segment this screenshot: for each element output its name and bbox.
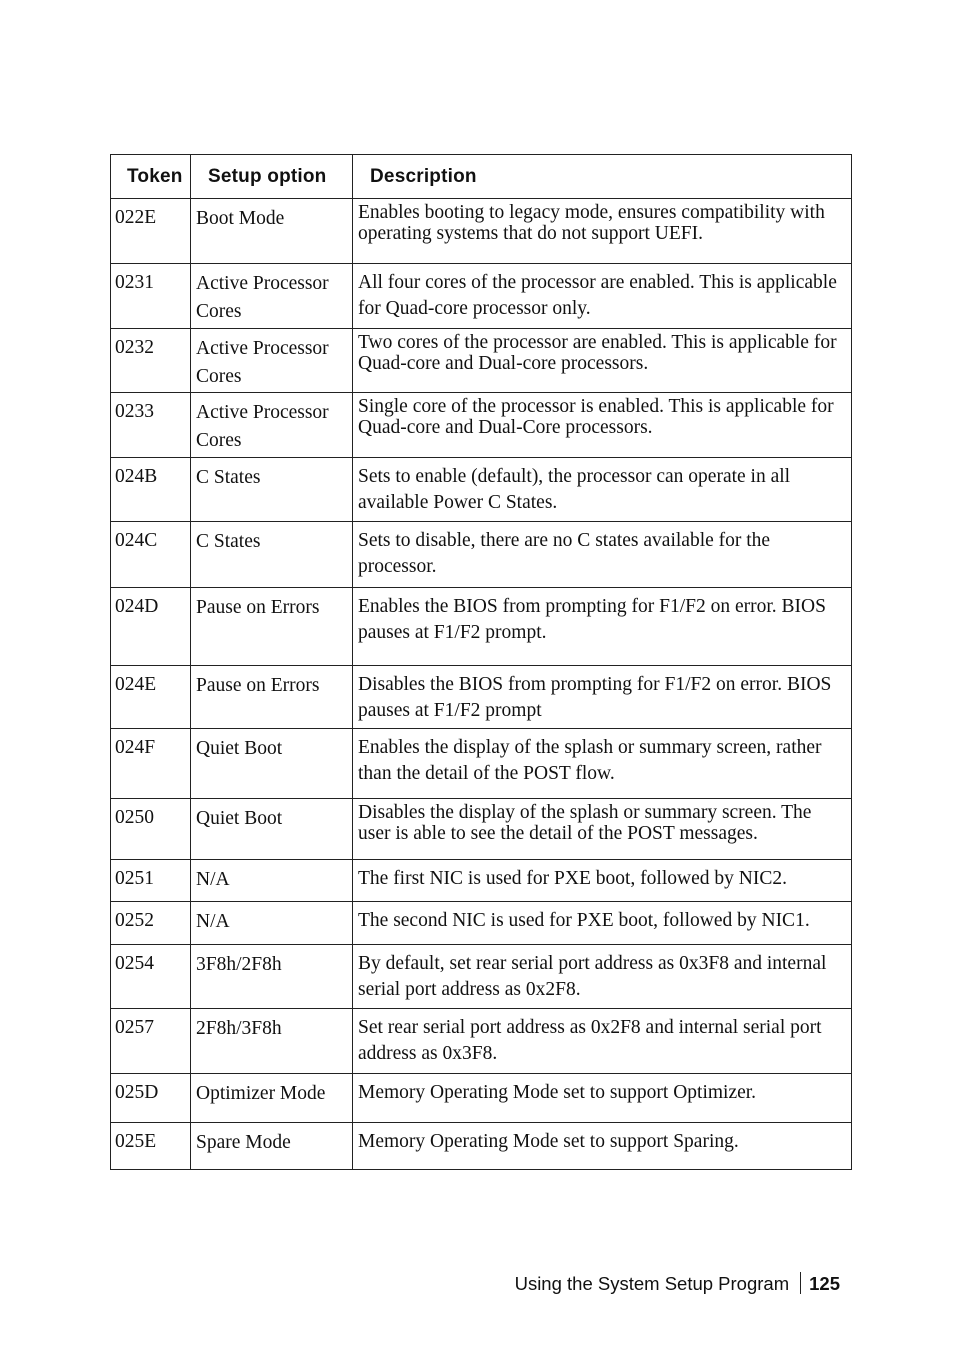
cell-description: Disables the display of the splash or summary screen. The user is able to see the detail of the POST messages. <box>353 799 852 860</box>
cell-token: 024B <box>111 458 191 522</box>
cell-token: 022E <box>111 199 191 264</box>
cell-description: Memory Operating Mode set to support Sparing. <box>353 1123 852 1170</box>
cell-token: 0250 <box>111 799 191 860</box>
cell-setup-option: N/A <box>191 860 353 902</box>
footer-divider <box>800 1272 801 1294</box>
cell-token: 0257 <box>111 1009 191 1074</box>
table-row <box>111 1123 852 1170</box>
token-table <box>110 154 852 1170</box>
page-footer <box>515 1272 840 1295</box>
page-number: 125 <box>809 1273 840 1294</box>
table-row <box>111 1074 852 1123</box>
table-header-row <box>111 155 852 199</box>
table-row <box>111 522 852 588</box>
cell-setup-option: Spare Mode <box>191 1123 353 1170</box>
cell-description: The second NIC is used for PXE boot, followed by NIC1. <box>353 902 852 945</box>
cell-setup-option: C States <box>191 522 353 588</box>
cell-description: Enables booting to legacy mode, ensures compatibility with operating systems that do not support UEFI. <box>353 199 852 264</box>
cell-setup-option: Active Processor Cores <box>191 393 353 458</box>
cell-token: 024C <box>111 522 191 588</box>
cell-description: Single core of the processor is enabled. This is applicable for Quad-core and Dual-Core processors. <box>353 393 852 458</box>
cell-token: 0231 <box>111 264 191 329</box>
cell-setup-option: Quiet Boot <box>191 799 353 860</box>
header-description: Description <box>353 155 852 199</box>
cell-setup-option: Pause on Errors <box>191 588 353 666</box>
cell-token: 0252 <box>111 902 191 945</box>
cell-token: 024D <box>111 588 191 666</box>
table-row <box>111 588 852 666</box>
cell-setup-option: Boot Mode <box>191 199 353 264</box>
cell-token: 0251 <box>111 860 191 902</box>
cell-token: 024F <box>111 729 191 799</box>
table-row <box>111 393 852 458</box>
cell-description: Sets to enable (default), the processor can operate in all available Power C States. <box>353 458 852 522</box>
footer-section-title: Using the System Setup Program <box>514 1273 790 1294</box>
table-row <box>111 799 852 860</box>
cell-setup-option: Active Processor Cores <box>191 264 353 329</box>
header-setup-option: Setup option <box>191 155 353 199</box>
cell-description: Disables the BIOS from prompting for F1/F2 on error. BIOS pauses at F1/F2 prompt <box>353 666 852 729</box>
header-token: Token <box>111 155 191 199</box>
table-row <box>111 666 852 729</box>
table-row <box>111 1009 852 1074</box>
cell-setup-option: 3F8h/2F8h <box>191 945 353 1009</box>
table-row <box>111 329 852 393</box>
cell-setup-option: Active Processor Cores <box>191 329 353 393</box>
cell-description: Enables the display of the splash or summary screen, rather than the detail of the POST flow. <box>353 729 852 799</box>
cell-token: 025D <box>111 1074 191 1123</box>
cell-description: Memory Operating Mode set to support Optimizer. <box>353 1074 852 1123</box>
cell-setup-option: N/A <box>191 902 353 945</box>
cell-description: By default, set rear serial port address as 0x3F8 and internal serial port address as 0x2F8. <box>353 945 852 1009</box>
cell-setup-option: Optimizer Mode <box>191 1074 353 1123</box>
cell-description: All four cores of the processor are enabled. This is applicable for Quad-core processor only. <box>353 264 852 329</box>
cell-setup-option: Quiet Boot <box>191 729 353 799</box>
cell-description: Enables the BIOS from prompting for F1/F2 on error. BIOS pauses at F1/F2 prompt. <box>353 588 852 666</box>
cell-token: 0254 <box>111 945 191 1009</box>
table-row <box>111 458 852 522</box>
table-row <box>111 264 852 329</box>
table-row <box>111 729 852 799</box>
cell-token: 025E <box>111 1123 191 1170</box>
table-row <box>111 945 852 1009</box>
cell-description: Two cores of the processor are enabled. This is applicable for Quad-core and Dual-core processors. <box>353 329 852 393</box>
cell-setup-option: C States <box>191 458 353 522</box>
table-row <box>111 860 852 902</box>
cell-setup-option: Pause on Errors <box>191 666 353 729</box>
cell-token: 024E <box>111 666 191 729</box>
cell-description: The first NIC is used for PXE boot, followed by NIC2. <box>353 860 852 902</box>
cell-setup-option: 2F8h/3F8h <box>191 1009 353 1074</box>
table-row <box>111 199 852 264</box>
table-row <box>111 902 852 945</box>
cell-token: 0232 <box>111 329 191 393</box>
cell-description: Sets to disable, there are no C states available for the processor. <box>353 522 852 588</box>
cell-token: 0233 <box>111 393 191 458</box>
cell-description: Set rear serial port address as 0x2F8 and internal serial port address as 0x3F8. <box>353 1009 852 1074</box>
